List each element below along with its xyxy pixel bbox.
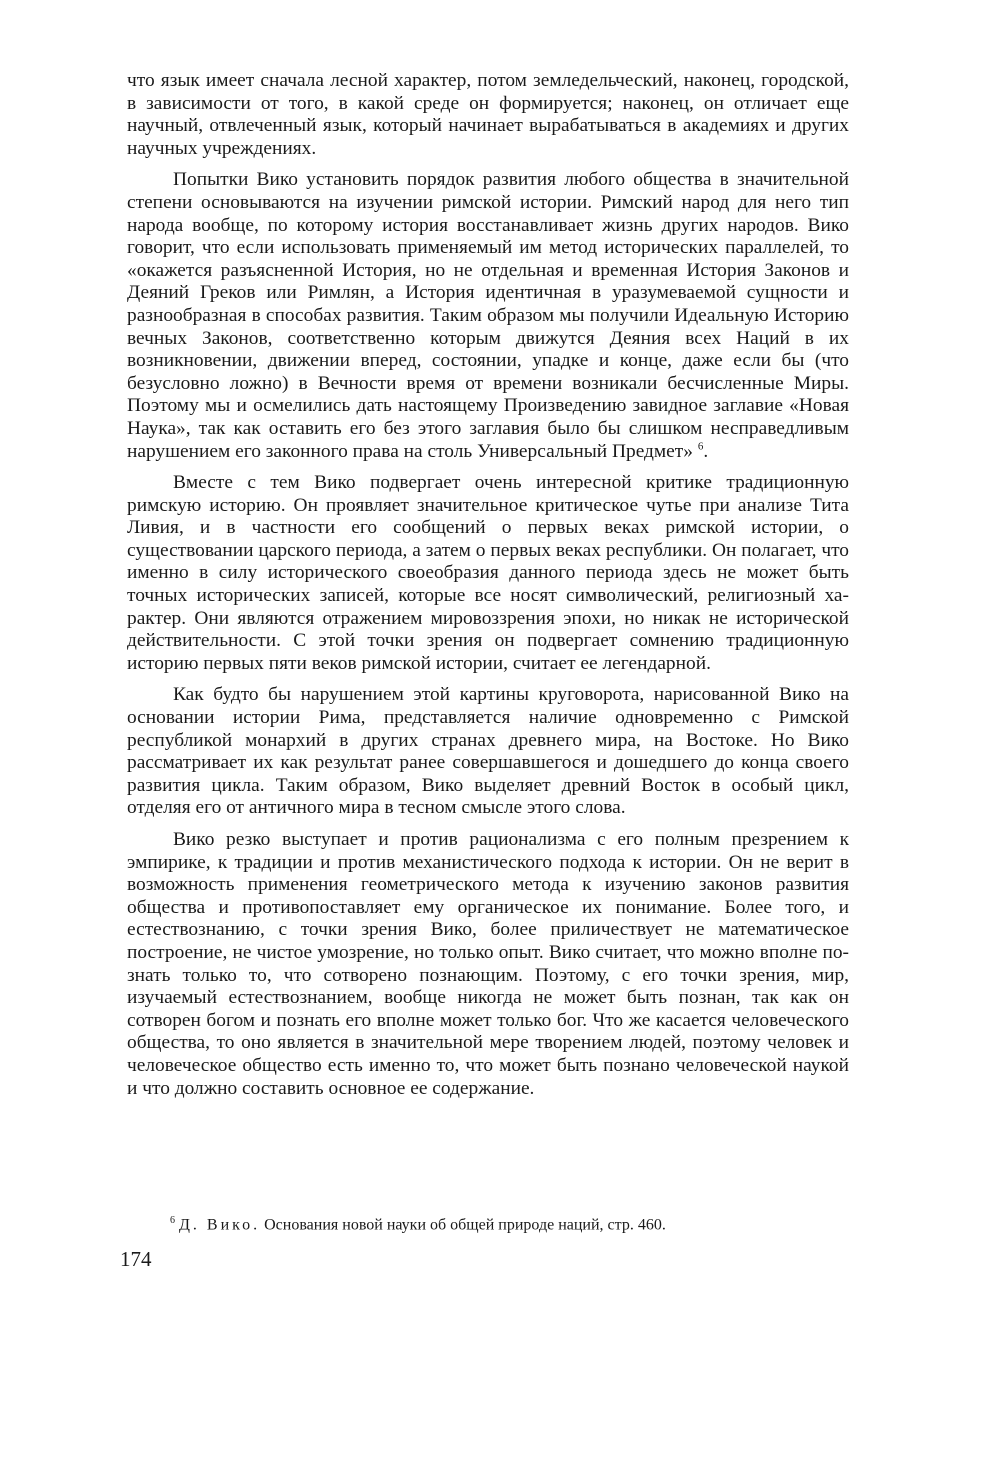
footnote-text: Основания новой науки об общей природе наций, стр. 460.: [264, 1216, 666, 1234]
main-text: [127, 70, 849, 1109]
footnote: [170, 1211, 850, 1235]
footnote-author: Д. Вико.: [179, 1216, 261, 1234]
footnote-marker: 6: [170, 1215, 175, 1226]
paragraph-2: Попытки Вико установить порядок развития любого общества в значительной степени основываются на изучении римской истории. Римский народ для него тип народа вообще, по которому история восстанавливает жизнь других народов. Вико говорит, что если использовать применяемый им метод исторических параллелей, то «окажется разъясненной История, но не отдельная и временная История Законов и Деяний Греков или Римлян, а История идентичная в уразумеваемой сущности и разнообразная в способах развития. Таким образом мы получили Идеальную Историю вечных Законов, соответственно которым движутся Деяния всех Наций в их возникновении, движении вперед, состоянии, упадке и конце, даже если бы (что безусловно ложно) в Вечности время от времени возникали бесчисленные Миры. Поэтому мы и осмелились дать настоящему Произведению завидное заглавие «Новая Наука», так как оставить его без этого заглавия было бы слишком несправедливым нарушением его законного права на столь Универсальный Предмет» $^6$.: [127, 169, 849, 462]
paragraph-3: Вместе с тем Вико подвергает очень интересной критике традиционную римскую историю. Он проявляет значительное критическое чутье при анализе Тита Ливия, и в частности его сообщений о первых веках римской истории, о существовании царского периода, а затем о первых веках республики. Он полагает, что именно в силу исторического своеобразия данного периода здесь не может быть точных исторических записей, которые все носят символический, религиозный характер. Они являются отражением мировоззрения эпохи, но никак не исторической действительности. С этой точки зрения он подвергает сомнению традиционную историю первых пяти веков римской истории, считает ее легендарной.: [127, 472, 849, 674]
paragraph-2-text: Попытки Вико установить порядок развития любого общества в значительной степени основываются на изучении римской истории. Римский народ для него тип народа вообще, по которому история восстанавливает жизнь других народов. Вико говорит, что если использовать применяемый им метод исторических параллелей, то «окажется разъясненной История, но не отдельная и временная История Законов и Деяний Греков или Римлян, а История идентичная в уразумеваемой сущности и разнообразная в способах развития. Таким образом мы получили Идеальную Историю вечных Законов, соответственно которым движутся Деяния всех Наций в их возникновении, движении вперед, состоянии, упадке и конце, даже если бы (что безусловно ложно) в Вечности время от времени возникали бесчисленные Миры. Поэтому мы и осмелились дать настоящему Произведению завидное заглавие «Новая Наука», так как оставить его без этого заглавия было бы слишком несправедливым нарушением его законного права на столь Универсальный Предмет»: [127, 169, 849, 462]
paragraph-4: Как будто бы нарушением этой картины круговорота, нарисованной Вико на основании истории Рима, представляется наличие одновременно с Римской республикой монархий в других странах древнего мира, на Востоке. Но Вико рассматривает их как результат ранее совершавшегося и дошедшего до конца своего развития цикла. Таким образом, Вико выделяет древний Восток в особый цикл, отделяя его от античного мира в тесном смысле этого слова.: [127, 684, 849, 819]
paragraph-5: Вико резко выступает и против рационализма с его полным презрением к эмпирике, к традиции и против механистического подхода к истории. Он не верит в возможность применения геометрического метода к изучению законов развития общества и противопоставляет ему органическое их понимание. Более того, и естествознанию, с точки зрения Вико, более приличествует не математическое построение, не чистое умозрение, но только опыт. Вико считает, что можно вполне познать только то, что сотворено познающим. Поэтому, с его точки зрения, мир, изучаемый естествознанием, вообще никогда не может быть познан, так как он сотворен богом и познать его вполне может только бог. Что же касается человеческого общества, то оно является в значительной мере творением людей, поэтому человек и человеческое общество есть именно то, что может быть познано человеческой наукой и что должно составить основное ее содержание.: [127, 829, 849, 1099]
page-number: 174: [120, 1247, 152, 1271]
paragraph-1: что язык имеет сначала лесной характер, потом земледельческий, наконец, городской, в зависимости от того, в какой среде он формируется; наконец, он отличает еще научный, отвлеченный язык, который начинает вырабатываться в академиях и других научных учреждениях.: [127, 70, 849, 159]
footnote-reference: 6: [697, 440, 704, 453]
